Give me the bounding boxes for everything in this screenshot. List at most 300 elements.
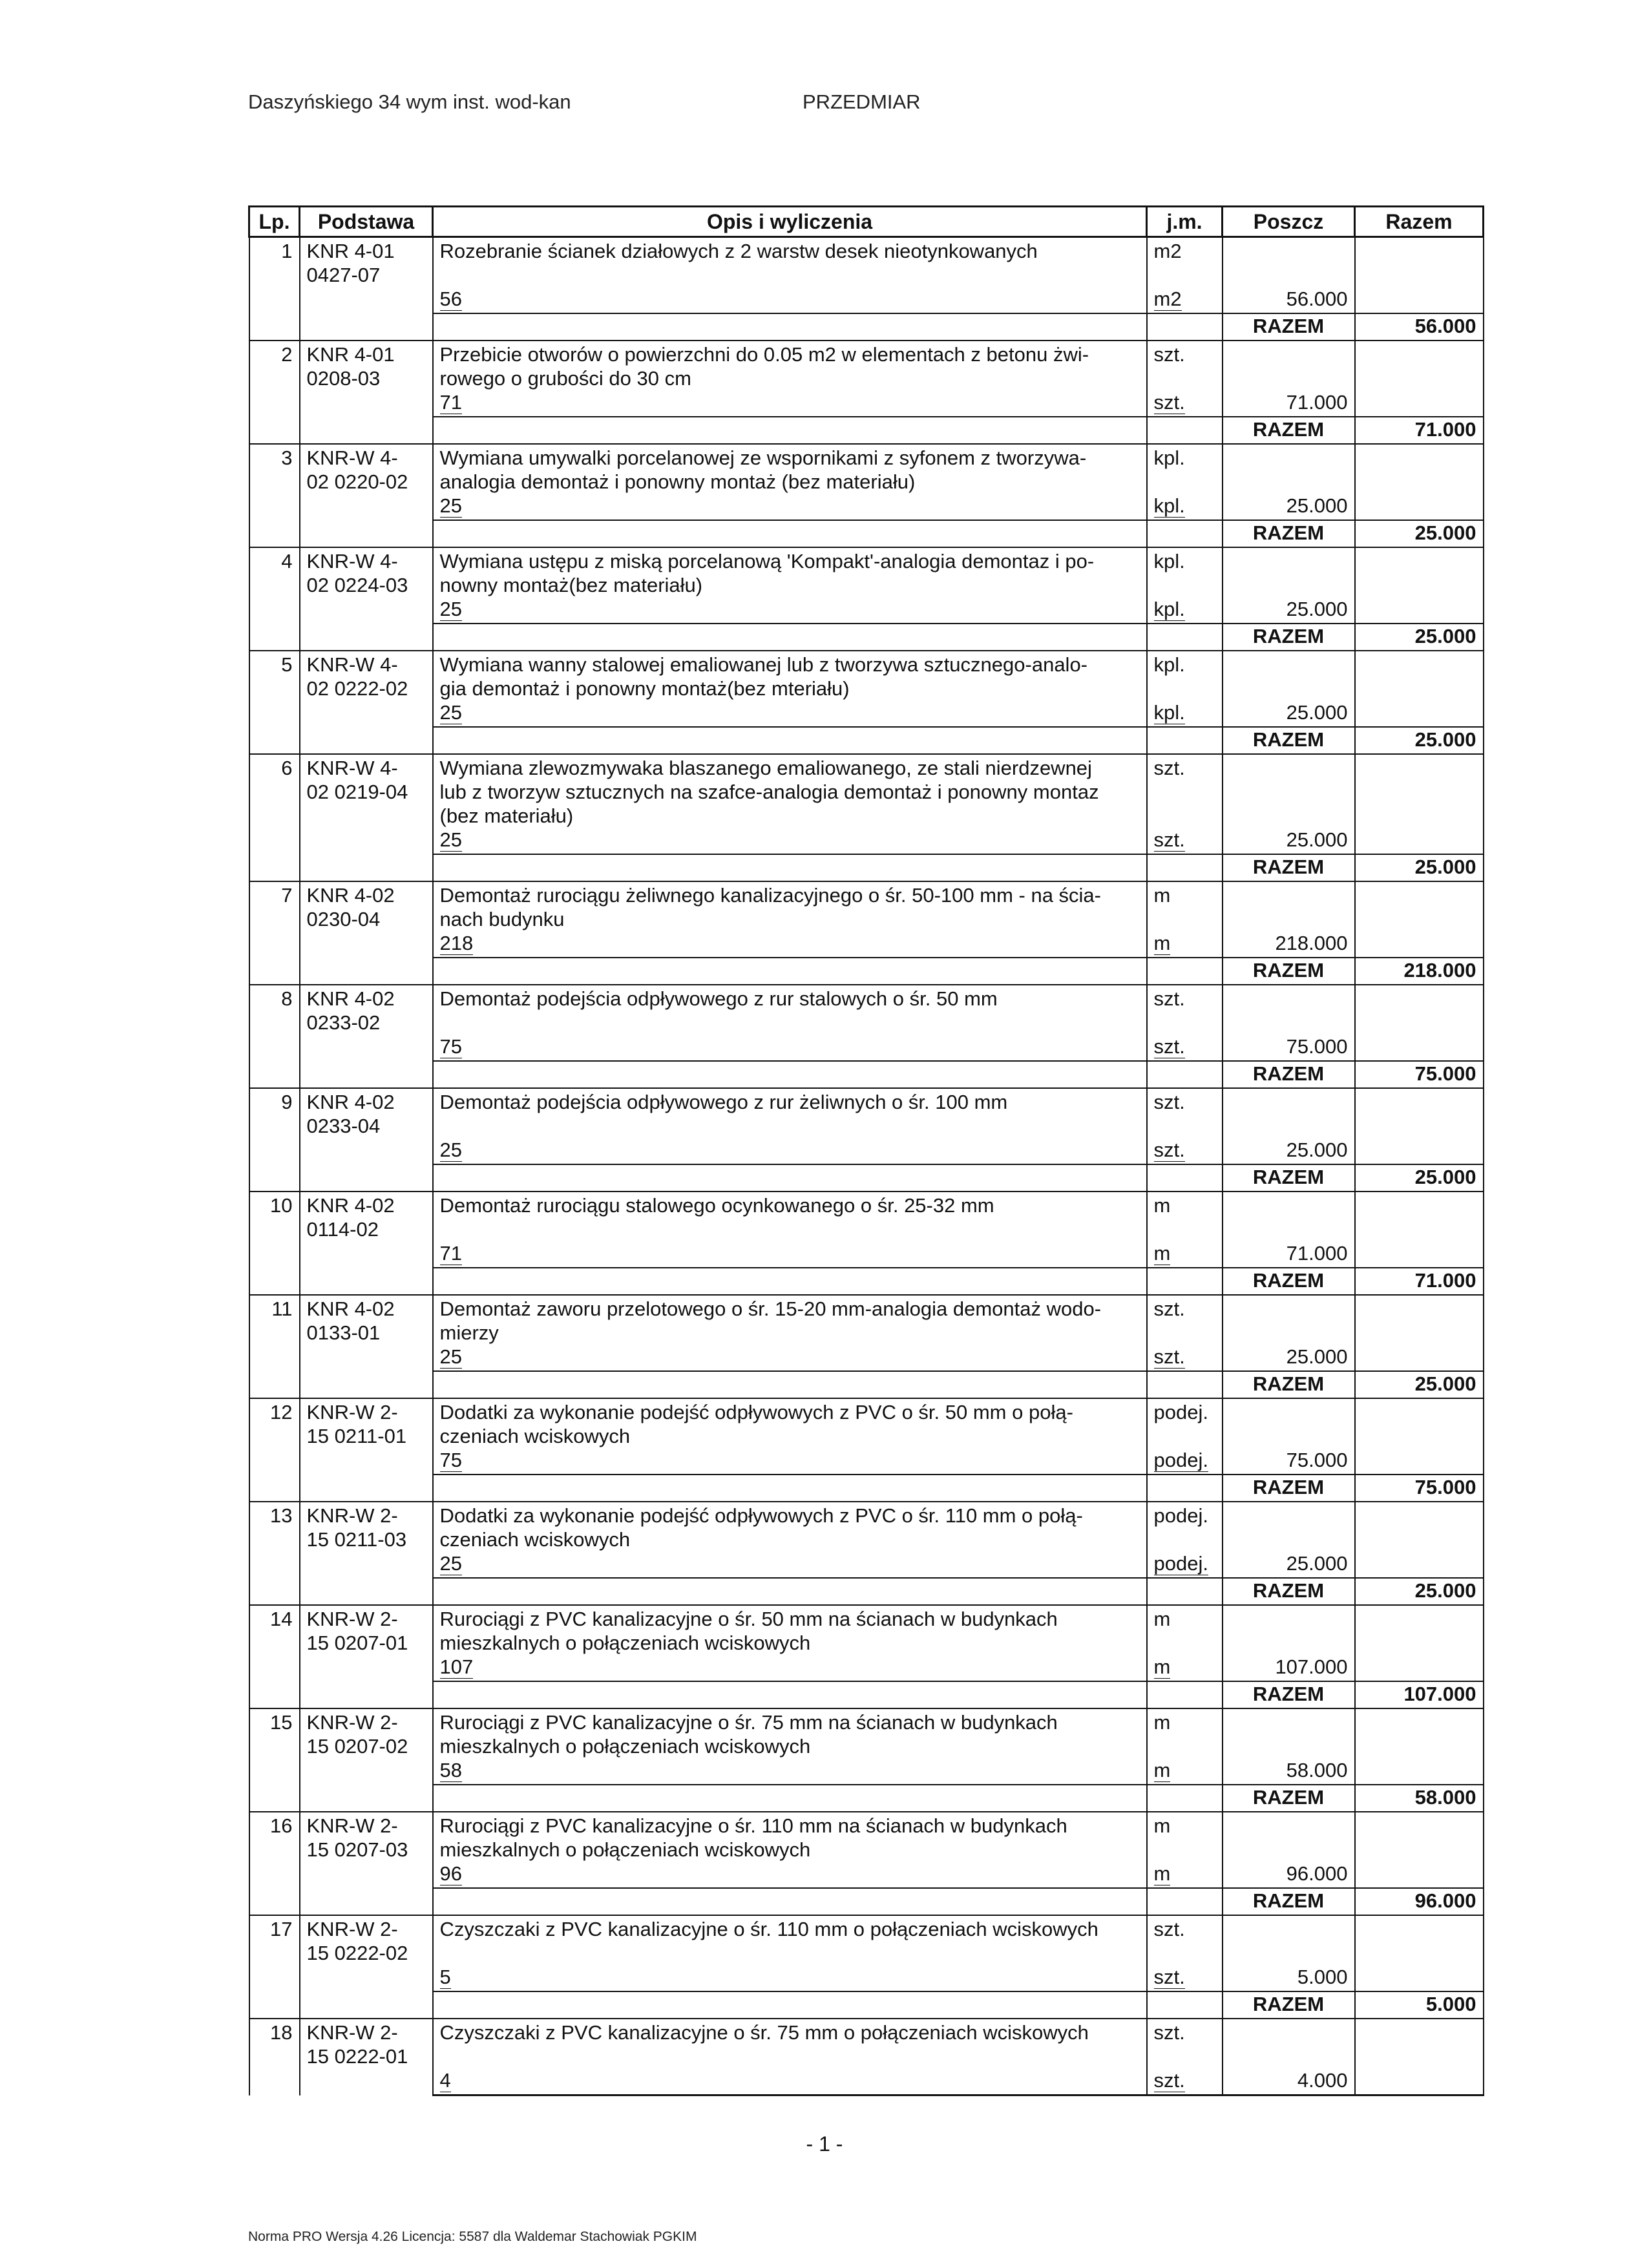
calculation-quantity: 25: [439, 828, 462, 851]
calculation-poszcz: 25.000: [1223, 1551, 1355, 1578]
podstawa-line: 15 0211-03: [306, 1528, 407, 1551]
total-label: RAZEM: [1223, 624, 1355, 651]
total-value: 107.000: [1355, 1681, 1484, 1708]
calculation-unit: [1147, 931, 1223, 958]
total-blank: [249, 1164, 300, 1192]
item-poszcz-empty: [1223, 2019, 1355, 2068]
table-row: [249, 1398, 1484, 1448]
description-line: Demontaż podejścia odpływowego z rur stalowych o śr. 50 mm: [439, 987, 998, 1010]
item-podstawa: [300, 1295, 433, 1371]
table-row: [249, 2019, 1484, 2068]
item-poszcz-empty: [1223, 1398, 1355, 1448]
podstawa-line: KNR-W 2-: [306, 1608, 398, 1630]
calculation-razem-empty: [1355, 931, 1484, 958]
total-blank: [1147, 1061, 1223, 1088]
table-row-total: [249, 958, 1484, 985]
total-blank: [433, 417, 1147, 444]
description-line: Wymiana umywalki porcelanowej ze wspornikami z syfonem z tworzywa-: [439, 446, 1087, 469]
item-description: [433, 341, 1147, 390]
description-line: mieszkalnych o połączeniach wciskowych: [439, 1735, 811, 1758]
table-row: [249, 1295, 1484, 1345]
total-label: RAZEM: [1223, 417, 1355, 444]
calculation-quantity: 5: [439, 1966, 451, 1988]
total-value: 25.000: [1355, 1578, 1484, 1605]
total-value: 218.000: [1355, 958, 1484, 985]
total-label: RAZEM: [1223, 313, 1355, 341]
calculation-unit-text: szt.: [1153, 1345, 1185, 1368]
calculation-razem-empty: [1355, 287, 1484, 313]
table-row-calculation: [249, 828, 1484, 854]
calculation-razem-empty: [1355, 1241, 1484, 1268]
total-label: RAZEM: [1223, 1681, 1355, 1708]
calculation-poszcz: 75.000: [1223, 1034, 1355, 1061]
calculation-poszcz: 71.000: [1223, 390, 1355, 417]
calculation-unit-text: szt.: [1153, 828, 1185, 851]
podstawa-line: KNR 4-02: [306, 884, 395, 907]
total-blank: [300, 1061, 433, 1088]
total-value: 71.000: [1355, 417, 1484, 444]
item-podstawa: [300, 1192, 433, 1268]
total-blank: [249, 727, 300, 754]
description-line: nach budynku: [439, 908, 565, 930]
item-unit: m: [1147, 1192, 1223, 1241]
total-blank: [249, 1681, 300, 1708]
description-line: [440, 1941, 1140, 1965]
total-value: 58.000: [1355, 1785, 1484, 1812]
header-podstawa: Podstawa: [300, 207, 433, 237]
table-row-calculation: [249, 1448, 1484, 1475]
total-blank: [1147, 1888, 1223, 1915]
table-body: [249, 237, 1484, 2095]
item-description: [433, 2019, 1147, 2068]
calculation-poszcz: 25.000: [1223, 700, 1355, 727]
total-blank: [1147, 1681, 1223, 1708]
description-line: Dodatki za wykonanie podejść odpływowych z PVC o śr. 50 mm o połą-: [439, 1401, 1073, 1423]
total-blank: [1147, 1991, 1223, 2019]
total-blank: [300, 1371, 433, 1398]
table-row-calculation: [249, 2068, 1484, 2095]
item-lp: 18: [249, 2019, 300, 2095]
item-poszcz-empty: [1223, 881, 1355, 931]
calculation-unit-text: podej.: [1153, 1552, 1208, 1575]
calculation-unit-text: szt.: [1153, 391, 1185, 414]
table-row-total: [249, 520, 1484, 547]
table-row: [249, 1812, 1484, 1862]
total-blank: [433, 624, 1147, 651]
table-row-calculation: [249, 1034, 1484, 1061]
calculation-quantity: 71: [439, 1242, 462, 1265]
table-row-calculation: [249, 390, 1484, 417]
item-description: [433, 754, 1147, 828]
podstawa-line: 15 0222-01: [306, 2045, 408, 2068]
description-line: Przebicie otworów o powierzchni do 0.05 m2 w elementach z betonu żwi-: [439, 343, 1089, 366]
total-blank: [300, 1268, 433, 1295]
item-description: [433, 1295, 1147, 1345]
total-blank: [1147, 1785, 1223, 1812]
total-blank: [249, 1061, 300, 1088]
total-value: 96.000: [1355, 1888, 1484, 1915]
item-lp: 11: [249, 1295, 300, 1371]
item-lp: 13: [249, 1502, 300, 1578]
total-label: RAZEM: [1223, 958, 1355, 985]
table-row-total: [249, 1785, 1484, 1812]
calculation-unit-text: m: [1153, 1759, 1171, 1781]
bill-of-quantities-table: [248, 205, 1484, 2096]
calculation-poszcz: 25.000: [1223, 1138, 1355, 1164]
item-poszcz-empty: [1223, 1708, 1355, 1758]
podstawa-line: 0233-04: [306, 1115, 381, 1137]
document-header-title: PRZEDMIAR: [803, 90, 921, 113]
table-row-total: [249, 1991, 1484, 2019]
total-blank: [300, 1681, 433, 1708]
total-value: 75.000: [1355, 1061, 1484, 1088]
calculation-unit: [1147, 597, 1223, 624]
podstawa-line: 0427-07: [306, 264, 381, 286]
total-value: 75.000: [1355, 1475, 1484, 1502]
description-line: Demontaż rurociągu stalowego ocynkowanego o śr. 25-32 mm: [439, 1194, 994, 1217]
total-blank: [249, 1991, 300, 2019]
item-unit: m: [1147, 881, 1223, 931]
description-line: (bez materiału): [439, 804, 574, 827]
calculation-poszcz: 25.000: [1223, 597, 1355, 624]
total-blank: [249, 1785, 300, 1812]
total-value: 25.000: [1355, 624, 1484, 651]
calculation-razem-empty: [1355, 1448, 1484, 1475]
item-lp: 9: [249, 1088, 300, 1164]
calculation-razem-empty: [1355, 2068, 1484, 2095]
podstawa-line: KNR-W 4-: [306, 757, 398, 779]
item-unit: podej.: [1147, 1502, 1223, 1551]
header-lp: Lp.: [249, 207, 300, 237]
item-razem-empty: [1355, 444, 1484, 494]
table-row-calculation: [249, 1862, 1484, 1888]
total-blank: [249, 417, 300, 444]
table-row: [249, 547, 1484, 597]
total-blank: [433, 854, 1147, 881]
total-blank: [300, 1578, 433, 1605]
item-description: [433, 881, 1147, 931]
podstawa-line: KNR-W 2-: [306, 1401, 398, 1423]
table-row: [249, 237, 1484, 288]
item-poszcz-empty: [1223, 1812, 1355, 1862]
item-description: [433, 1192, 1147, 1241]
total-blank: [433, 727, 1147, 754]
calculation-unit: [1147, 1965, 1223, 1991]
table-row: [249, 881, 1484, 931]
item-poszcz-empty: [1223, 1605, 1355, 1655]
total-blank: [1147, 313, 1223, 341]
item-razem-empty: [1355, 237, 1484, 288]
total-blank: [249, 1475, 300, 1502]
calculation-razem-empty: [1355, 597, 1484, 624]
calculation-razem-empty: [1355, 1345, 1484, 1371]
calculation-poszcz: 5.000: [1223, 1965, 1355, 1991]
total-label: RAZEM: [1223, 1061, 1355, 1088]
podstawa-line: 15 0207-03: [306, 1838, 408, 1861]
description-line: rowego o grubości do 30 cm: [439, 367, 691, 390]
item-unit: m: [1147, 1812, 1223, 1862]
table-row-total: [249, 313, 1484, 341]
total-label: RAZEM: [1223, 1371, 1355, 1398]
total-blank: [1147, 1475, 1223, 1502]
item-lp: 8: [249, 985, 300, 1061]
description-line: gia demontaż i ponowny montaż(bez mteriału): [439, 677, 850, 700]
item-podstawa: [300, 341, 433, 417]
calculation-value: [433, 597, 1147, 624]
calculation-poszcz: 58.000: [1223, 1758, 1355, 1785]
item-unit: szt.: [1147, 754, 1223, 828]
calculation-quantity: 25: [439, 1552, 462, 1575]
table-row-calculation: [249, 931, 1484, 958]
item-lp: 16: [249, 1812, 300, 1888]
podstawa-line: 15 0207-01: [306, 1632, 408, 1654]
table-row-total: [249, 624, 1484, 651]
item-unit: kpl.: [1147, 547, 1223, 597]
total-blank: [433, 1475, 1147, 1502]
header-opis: Opis i wyliczenia: [433, 207, 1147, 237]
total-blank: [433, 1681, 1147, 1708]
item-lp: 17: [249, 1915, 300, 1991]
calculation-quantity: 25: [439, 494, 462, 517]
item-podstawa: [300, 1088, 433, 1164]
description-line: mieszkalnych o połączeniach wciskowych: [439, 1632, 811, 1654]
description-line: Rurociągi z PVC kanalizacyjne o śr. 75 mm na ścianach w budynkach: [439, 1711, 1058, 1734]
total-blank: [300, 958, 433, 985]
item-description: [433, 651, 1147, 700]
table-row-total: [249, 417, 1484, 444]
total-blank: [300, 417, 433, 444]
item-description: [433, 1398, 1147, 1448]
calculation-razem-empty: [1355, 1655, 1484, 1681]
table-row-total: [249, 1475, 1484, 1502]
total-blank: [300, 520, 433, 547]
calculation-quantity: 96: [439, 1862, 462, 1885]
item-description: [433, 444, 1147, 494]
calculation-razem-empty: [1355, 1138, 1484, 1164]
total-blank: [433, 1371, 1147, 1398]
total-value: 25.000: [1355, 1164, 1484, 1192]
table-row: [249, 1915, 1484, 1965]
calculation-quantity: 25: [439, 701, 462, 724]
description-line: Czyszczaki z PVC kanalizacyjne o śr. 110 mm o połączeniach wciskowych: [439, 1918, 1098, 1940]
table-row: [249, 651, 1484, 700]
table-row-total: [249, 1888, 1484, 1915]
item-unit: m: [1147, 1605, 1223, 1655]
description-line: [440, 1114, 1140, 1138]
description-line: [440, 1011, 1140, 1034]
total-label: RAZEM: [1223, 1164, 1355, 1192]
total-blank: [300, 1164, 433, 1192]
podstawa-line: KNR 4-02: [306, 1091, 395, 1113]
description-line: Demontaż zaworu przelotowego o śr. 15-20 mm-analogia demontaż wodo-: [439, 1297, 1102, 1320]
table-row: [249, 1502, 1484, 1551]
total-blank: [300, 1475, 433, 1502]
total-blank: [300, 1785, 433, 1812]
podstawa-line: KNR 4-02: [306, 1194, 395, 1217]
item-lp: 4: [249, 547, 300, 624]
podstawa-line: KNR-W 4-: [306, 653, 398, 676]
item-lp: 12: [249, 1398, 300, 1475]
calculation-unit: [1147, 1345, 1223, 1371]
description-line: Demontaż podejścia odpływowego z rur żeliwnych o śr. 100 mm: [439, 1091, 1008, 1113]
total-value: 25.000: [1355, 854, 1484, 881]
total-blank: [300, 1888, 433, 1915]
item-poszcz-empty: [1223, 651, 1355, 700]
item-unit: m: [1147, 1708, 1223, 1758]
item-razem-empty: [1355, 754, 1484, 828]
total-blank: [249, 313, 300, 341]
table-row-calculation: [249, 1655, 1484, 1681]
podstawa-line: 0233-02: [306, 1011, 381, 1034]
table-row-total: [249, 1681, 1484, 1708]
total-blank: [1147, 958, 1223, 985]
calculation-quantity: 71: [439, 391, 462, 414]
item-poszcz-empty: [1223, 547, 1355, 597]
item-description: [433, 1088, 1147, 1138]
total-blank: [1147, 1268, 1223, 1295]
podstawa-line: 0114-02: [306, 1218, 379, 1241]
calculation-poszcz: 218.000: [1223, 931, 1355, 958]
item-poszcz-empty: [1223, 1502, 1355, 1551]
table-row-total: [249, 854, 1484, 881]
total-blank: [433, 1578, 1147, 1605]
calculation-unit: [1147, 700, 1223, 727]
calculation-value: [433, 828, 1147, 854]
total-label: RAZEM: [1223, 727, 1355, 754]
total-value: 56.000: [1355, 313, 1484, 341]
calculation-value: [433, 287, 1147, 313]
item-razem-empty: [1355, 651, 1484, 700]
total-blank: [433, 1785, 1147, 1812]
software-footer: Norma PRO Wersja 4.26 Licencja: 5587 dla Waldemar Stachowiak PGKIM: [248, 2229, 697, 2244]
calculation-value: [433, 2068, 1147, 2095]
total-blank: [249, 854, 300, 881]
item-podstawa: [300, 1812, 433, 1888]
total-blank: [300, 854, 433, 881]
item-razem-empty: [1355, 1088, 1484, 1138]
item-unit: kpl.: [1147, 651, 1223, 700]
calculation-poszcz: 25.000: [1223, 1345, 1355, 1371]
item-poszcz-empty: [1223, 1192, 1355, 1241]
calculation-unit-text: szt.: [1153, 1139, 1185, 1161]
item-podstawa: [300, 2019, 433, 2095]
item-podstawa: [300, 1708, 433, 1785]
table-row: [249, 754, 1484, 828]
calculation-value: [433, 931, 1147, 958]
calculation-unit-text: kpl.: [1153, 598, 1185, 620]
item-poszcz-empty: [1223, 985, 1355, 1034]
calculation-unit-text: m: [1153, 1242, 1171, 1265]
total-blank: [433, 1164, 1147, 1192]
calculation-unit: [1147, 1034, 1223, 1061]
document-header-left: Daszyńskiego 34 wym inst. wod-kan: [248, 90, 571, 113]
item-razem-empty: [1355, 1915, 1484, 1965]
item-unit: szt.: [1147, 2019, 1223, 2068]
item-razem-empty: [1355, 881, 1484, 931]
total-label: RAZEM: [1223, 520, 1355, 547]
calculation-unit-text: m2: [1153, 288, 1182, 310]
item-razem-empty: [1355, 1708, 1484, 1758]
total-blank: [433, 958, 1147, 985]
calculation-quantity: 75: [439, 1449, 462, 1471]
calculation-value: [433, 1345, 1147, 1371]
item-poszcz-empty: [1223, 237, 1355, 288]
header-jm: j.m.: [1147, 207, 1223, 237]
table-row-calculation: [249, 1138, 1484, 1164]
description-line: [440, 263, 1140, 287]
item-podstawa: [300, 651, 433, 727]
calculation-razem-empty: [1355, 1862, 1484, 1888]
calculation-poszcz: 75.000: [1223, 1448, 1355, 1475]
calculation-value: [433, 390, 1147, 417]
item-lp: 5: [249, 651, 300, 727]
description-line: mieszkalnych o połączeniach wciskowych: [439, 1838, 811, 1861]
table-row-calculation: [249, 1551, 1484, 1578]
calculation-quantity: 107: [439, 1655, 474, 1678]
description-line: czeniach wciskowych: [439, 1425, 631, 1447]
table-row-calculation: [249, 1758, 1484, 1785]
calculation-unit: [1147, 1862, 1223, 1888]
calculation-unit: [1147, 1138, 1223, 1164]
total-blank: [300, 624, 433, 651]
podstawa-line: 15 0207-02: [306, 1735, 408, 1758]
calculation-razem-empty: [1355, 494, 1484, 520]
podstawa-line: 0133-01: [306, 1321, 381, 1344]
calculation-poszcz: 71.000: [1223, 1241, 1355, 1268]
calculation-unit-text: m: [1153, 1862, 1171, 1885]
item-unit: szt.: [1147, 985, 1223, 1034]
calculation-unit: [1147, 828, 1223, 854]
total-label: RAZEM: [1223, 1268, 1355, 1295]
item-poszcz-empty: [1223, 1915, 1355, 1965]
calculation-value: [433, 1758, 1147, 1785]
calculation-value: [433, 1448, 1147, 1475]
item-razem-empty: [1355, 1502, 1484, 1551]
item-razem-empty: [1355, 2019, 1484, 2068]
calculation-unit-text: kpl.: [1153, 701, 1185, 724]
podstawa-line: 02 0224-03: [306, 574, 408, 596]
total-value: 25.000: [1355, 1371, 1484, 1398]
total-blank: [249, 958, 300, 985]
calculation-quantity: 25: [439, 598, 462, 620]
item-razem-empty: [1355, 985, 1484, 1034]
item-lp: 10: [249, 1192, 300, 1268]
item-razem-empty: [1355, 1295, 1484, 1345]
calculation-value: [433, 1034, 1147, 1061]
item-razem-empty: [1355, 341, 1484, 390]
calculation-value: [433, 1551, 1147, 1578]
total-blank: [249, 1268, 300, 1295]
calculation-poszcz: 107.000: [1223, 1655, 1355, 1681]
total-blank: [249, 520, 300, 547]
calculation-razem-empty: [1355, 1034, 1484, 1061]
item-poszcz-empty: [1223, 754, 1355, 828]
table-row-calculation: [249, 597, 1484, 624]
description-line: Dodatki za wykonanie podejść odpływowych z PVC o śr. 110 mm o połą-: [439, 1504, 1083, 1527]
calculation-quantity: 75: [439, 1035, 462, 1058]
podstawa-line: KNR-W 2-: [306, 1814, 398, 1837]
item-unit: podej.: [1147, 1398, 1223, 1448]
table-row-calculation: [249, 1345, 1484, 1371]
podstawa-line: 02 0220-02: [306, 470, 408, 493]
item-description: [433, 1502, 1147, 1551]
table-row-total: [249, 727, 1484, 754]
table-row-calculation: [249, 700, 1484, 727]
item-razem-empty: [1355, 1398, 1484, 1448]
item-razem-empty: [1355, 1192, 1484, 1241]
podstawa-line: 02 0222-02: [306, 677, 408, 700]
table-row: [249, 341, 1484, 390]
